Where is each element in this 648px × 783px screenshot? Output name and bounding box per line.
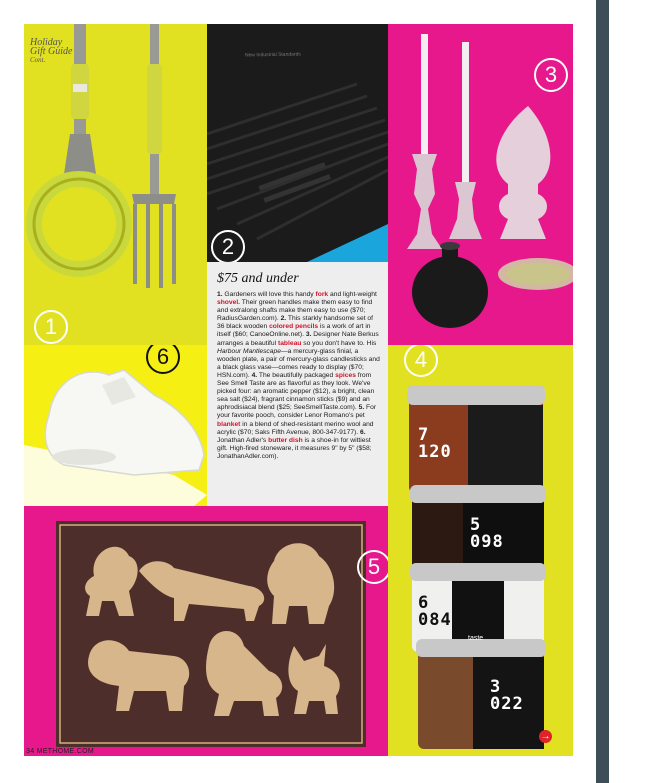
garden-tools-image (24, 24, 207, 345)
item-number-2: 2 (211, 230, 245, 262)
item-3-text-a: Designer Nate Berkus arranges a beautiful (217, 331, 379, 347)
item-1-text-c: Their green handles make them easy to find and extralong shafts make them easy to use ($70; RadiusGarden.com). (217, 299, 373, 323)
item-5-text-a: For your favorite pooch, consider Lenor Romano's pet (217, 404, 377, 420)
article-heading: $75 and under (217, 271, 299, 286)
tin-1-number (418, 427, 452, 461)
pencil-box-label: New Industrial Standards (244, 51, 301, 59)
tin-4-line-2: 022 (490, 694, 524, 714)
item-1-text-b: and light-weight (328, 291, 377, 298)
item-4-text-a: The beautifully packaged (257, 371, 336, 379)
page-footer: 34 METHOME.COM (26, 748, 94, 755)
article-text-panel (207, 262, 388, 506)
guide-line-1: Holiday (30, 37, 63, 48)
panel-pet-blanket (24, 506, 388, 756)
item-6-dish: butter dish (268, 436, 303, 444)
item-6-text-a: Jonathan Adler's (217, 436, 269, 444)
item-3-text-c: —a mercury-glass finial, a wooden plate, a pair of mercury-glass candlesticks and a black glass vase—comes ready to display ($70; HSN.com). (217, 347, 380, 379)
item-1-fork: fork (315, 291, 329, 298)
guide-line-3: Cont. (30, 56, 46, 64)
item-1-number: 1. (217, 291, 223, 298)
tin-2-number (470, 517, 504, 551)
tin-1-line-1: 7 (418, 425, 430, 445)
item-number-3: 3 (534, 58, 568, 92)
item-number-5: 5 (357, 550, 388, 584)
panel-colored-pencils (207, 24, 388, 262)
item-2-text-b: is a work of art in itself ($60; CanoeOnline.net). (217, 323, 371, 339)
item-number-4: 4 (404, 345, 438, 377)
blanket-image (24, 506, 388, 756)
tin-2-line-2: 098 (470, 532, 504, 552)
tin-brand-label: taste (468, 635, 484, 642)
panel-butter-dish (24, 345, 207, 506)
tin-3-line-2: 084 (418, 610, 452, 630)
item-5-number: 5. (358, 404, 365, 412)
item-5-blanket: blanket (217, 420, 241, 428)
item-6-text-b: is a shoe-in for wittiest gift. High-fired stoneware, it measures 9" by 5" ($58; JonathanAdler.com). (217, 436, 372, 460)
item-3-text-b: so you don't have to. His (301, 339, 377, 347)
butter-dish-image (24, 345, 207, 506)
item-2-number: 2. (280, 315, 287, 323)
item-1-text-a: Gardeners will love this handy (222, 291, 316, 298)
item-3-tableau: tableau (277, 339, 302, 347)
item-2-text-a: This starkly handsome set of 36 black wooden (217, 315, 373, 331)
item-3-number: 3. (305, 331, 312, 339)
tin-4-line-1: 3 (490, 677, 502, 697)
panel-tableau (388, 24, 573, 345)
pencils-image (207, 24, 388, 262)
next-page-arrow-icon[interactable]: → (540, 731, 551, 742)
item-6-number: 6. (360, 428, 366, 436)
article-body (217, 291, 380, 461)
item-3-title: Harbour Mantlescape (217, 347, 281, 355)
item-number-6: 6 (146, 345, 180, 374)
item-4-spices: spices (335, 371, 356, 379)
item-1-shovel: shovel. (217, 299, 241, 307)
item-2-pencils: colored pencils (269, 323, 319, 331)
panel-garden-tools (24, 24, 207, 345)
side-rail (596, 0, 609, 783)
panel-spices (388, 345, 573, 756)
item-4-number: 4. (251, 371, 258, 379)
tin-3-number (418, 595, 452, 629)
item-number-1: 1 (34, 310, 68, 344)
tin-2-line-1: 5 (470, 515, 482, 535)
item-5-text-b: in a blend of shed-resistant merino wool and acrylic ($70; Saks Fifth Avenue, 800-347-9177). (217, 420, 374, 436)
tin-1-line-2: 120 (418, 442, 452, 462)
tin-3-line-1: 6 (418, 593, 430, 613)
guide-line-2: Gift Guide (30, 46, 73, 57)
tin-4-number (490, 679, 524, 713)
item-4-text-b: from See Smell Taste are as flavorful as they look. We've picked four: an aromatic pepper ($12), a bright, clean sea salt ($24), fragrant cinnamon sticks ($9) and an aphrodisiacal blend ($25; SeeSmellTaste.com). (217, 371, 375, 412)
